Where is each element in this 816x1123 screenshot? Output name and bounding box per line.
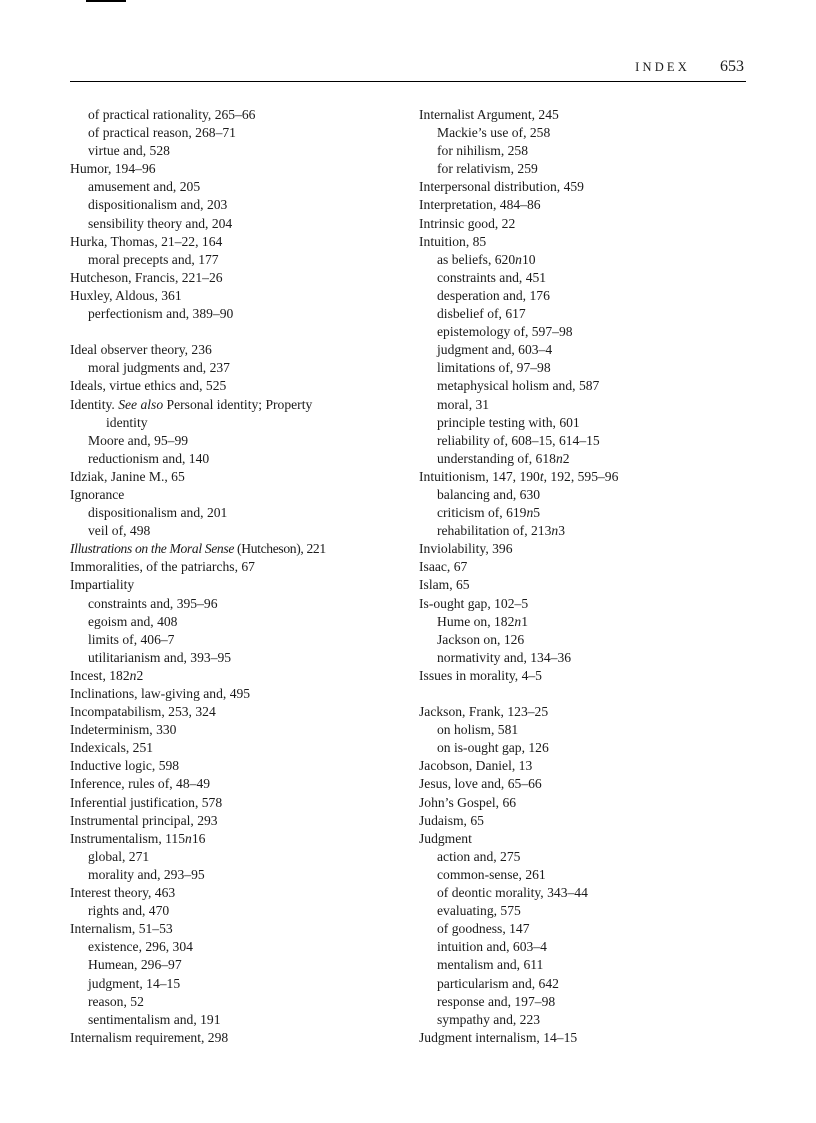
italic-text: n [185, 830, 192, 846]
index-entry: Idziak, Janine M., 65 [70, 468, 185, 484]
italic-text: n [129, 667, 137, 683]
index-subentry: response and, 197–98 [437, 993, 556, 1009]
index-subentry: reliability of, 608–15, 614–15 [437, 432, 600, 448]
index-entry: Islam, 65 [419, 577, 470, 593]
index-subentry: virtue and, 528 [88, 143, 170, 159]
entry-text: (Hutcheson), 221 [234, 541, 326, 557]
index-entry: Inductive logic, 598 [70, 758, 180, 774]
index-entry: Internalism, 51–53 [70, 921, 173, 937]
entry-text: Intuitionism, 147, 190 [419, 468, 540, 484]
index-entry: Judgment [419, 830, 472, 846]
index-entry-continuation: identity [106, 414, 148, 430]
index-subentry [419, 504, 749, 522]
index-subentry: dispositionalism and, 201 [88, 505, 228, 521]
index-entry: Issues in morality, 4–5 [419, 667, 542, 683]
index-subentry: of practical reason, 268–71 [88, 125, 236, 141]
index-subentry: normativity and, 134–36 [437, 649, 572, 665]
index-entry: Inferential justification, 578 [70, 794, 223, 810]
top-crop-mark [86, 0, 126, 2]
entry-text: Instrumentalism, 115 [70, 830, 186, 846]
index-subentry [419, 522, 749, 540]
index-entry: Impartiality [70, 577, 135, 593]
index-subentry: perfectionism and, 389–90 [88, 306, 234, 322]
index-entry: Ideals, virtue ethics and, 525 [70, 378, 227, 394]
italic-text: t [539, 468, 544, 484]
entry-text: 3 [558, 523, 565, 539]
index-entry: Interest theory, 463 [70, 885, 176, 901]
index-entry [70, 830, 400, 848]
index-subentry: balancing and, 630 [437, 486, 541, 502]
italic-text: See also [118, 396, 164, 412]
index-entry: Inclinations, law-giving and, 495 [70, 686, 251, 701]
entry-text: 10 [521, 251, 536, 267]
entry-text: understanding of, 618 [437, 450, 556, 466]
index-entry: Ignorance [70, 486, 125, 502]
index-subentry: sentimentalism and, 191 [88, 1011, 221, 1027]
index-subentry: constraints and, 451 [437, 269, 547, 285]
index-subentry: judgment, 14–15 [88, 975, 181, 991]
letter-group-gap [419, 685, 749, 703]
index-subentry: Mackie’s use of, 258 [437, 125, 551, 141]
index-entry: Jesus, love and, 65–66 [419, 776, 542, 792]
index-subentry: on holism, 581 [437, 722, 519, 738]
index-subentry: sensibility theory and, 204 [88, 215, 233, 231]
index-subentry: moral, 31 [437, 396, 490, 412]
italic-text: n [551, 523, 559, 539]
index-subentry: evaluating, 575 [437, 903, 521, 919]
index-entry: Isaac, 67 [419, 559, 468, 575]
entry-text: as beliefs, 620 [437, 251, 516, 267]
entry-text: 16 [191, 830, 206, 846]
index-subentry: moral judgments and, 237 [88, 360, 230, 376]
index-subentry: veil of, 498 [88, 523, 151, 539]
index-subentry [419, 450, 749, 468]
entry-text: Identity. [70, 396, 119, 412]
index-subentry: of deontic morality, 343–44 [437, 885, 588, 901]
index-entry: Inference, rules of, 48–49 [70, 776, 211, 792]
index-entry: John’s Gospel, 66 [419, 794, 517, 810]
italic-text: n [526, 505, 534, 521]
entry-text: 5 [533, 505, 541, 521]
index-entry: Hurka, Thomas, 21–22, 164 [70, 233, 223, 249]
index-entry: Huxley, Aldous, 361 [70, 287, 182, 303]
index-entry: Judgment internalism, 14–15 [419, 1029, 578, 1045]
index-subentry: reason, 52 [88, 993, 144, 1009]
index-subentry: for nihilism, 258 [437, 143, 529, 159]
running-head [635, 58, 744, 76]
index-entry: Interpersonal distribution, 459 [419, 179, 584, 195]
index-entry: Jackson, Frank, 123–25 [419, 704, 549, 720]
index-subentry: global, 271 [88, 848, 150, 864]
index-subentry: morality and, 293–95 [88, 866, 205, 882]
index-entry: Intrinsic good, 22 [419, 215, 516, 231]
index-subentry: epistemology of, 597–98 [437, 324, 573, 340]
italic-text: n [515, 251, 522, 267]
index-entry [70, 540, 400, 558]
index-entry: Indexicals, 251 [70, 740, 154, 756]
index-subentry: judgment and, 603–4 [437, 342, 553, 358]
section-label: INDEX [635, 60, 690, 74]
index-entry: Interpretation, 484–86 [419, 197, 541, 213]
index-subentry: principle testing with, 601 [437, 414, 580, 430]
index-entry: Immoralities, of the patriarchs, 67 [70, 559, 255, 575]
index-column-right [419, 106, 749, 1047]
italic-text: n [514, 613, 522, 629]
index-entry [419, 468, 749, 486]
index-subentry: metaphysical holism and, 587 [437, 378, 600, 394]
index-subentry: existence, 296, 304 [88, 939, 193, 955]
index-subentry: rights and, 470 [88, 903, 170, 919]
entry-text: Personal identity; Property [163, 396, 313, 412]
index-subentry: mentalism and, 611 [437, 957, 544, 973]
entry-text: rehabilitation of, 213 [437, 523, 552, 539]
index-subentry: constraints and, 395–96 [88, 595, 218, 611]
index-entry: Judaism, 65 [419, 812, 484, 828]
index-subentry: common-sense, 261 [437, 866, 546, 882]
entry-text: 2 [136, 667, 144, 683]
index-entry: Incompatabilism, 253, 324 [70, 704, 216, 720]
entry-text: , 192, 595–96 [543, 468, 619, 484]
index-subentry: limits of, 406–7 [88, 631, 175, 647]
index-subentry: dispositionalism and, 203 [88, 197, 228, 213]
index-subentry: of practical rationality, 265–66 [88, 107, 256, 122]
index-entry: Intuition, 85 [419, 233, 487, 249]
index-column-left [70, 106, 400, 1047]
index-subentry: limitations of, 97–98 [437, 360, 551, 376]
index-subentry: action and, 275 [437, 848, 521, 864]
index-subentry: Jackson on, 126 [437, 631, 525, 647]
index-entry: Humor, 194–96 [70, 161, 156, 177]
italic-text: Illustrations on the Moral Sense [70, 541, 234, 557]
index-entry: Internalism requirement, 298 [70, 1029, 229, 1045]
index-subentry: Humean, 296–97 [88, 957, 182, 973]
index-entry: Jacobson, Daniel, 13 [419, 758, 533, 774]
index-subentry: egoism and, 408 [88, 613, 178, 629]
entry-text: Hume on, 182 [437, 613, 515, 629]
page-number: 653 [720, 58, 744, 75]
index-subentry: intuition and, 603–4 [437, 939, 547, 955]
index-entry: Internalist Argument, 245 [419, 107, 559, 122]
entry-text: criticism of, 619 [437, 505, 527, 521]
index-entry: Inviolability, 396 [419, 541, 513, 557]
letter-group-gap [70, 323, 400, 341]
index-subentry [419, 251, 749, 269]
index-subentry: particularism and, 642 [437, 975, 559, 991]
index-entry: Instrumental principal, 293 [70, 812, 218, 828]
italic-text: n [555, 450, 563, 466]
index-entry: Ideal observer theory, 236 [70, 342, 212, 358]
index-subentry: moral precepts and, 177 [88, 251, 219, 267]
index-subentry: sympathy and, 223 [437, 1011, 541, 1027]
index-subentry: amusement and, 205 [88, 179, 201, 195]
index-subentry: disbelief of, 617 [437, 306, 526, 322]
index-entry: Hutcheson, Francis, 221–26 [70, 269, 223, 285]
header-rule [70, 81, 746, 82]
index-subentry: desperation and, 176 [437, 287, 550, 303]
index-subentry: utilitarianism and, 393–95 [88, 649, 232, 665]
index-entry [70, 667, 400, 685]
entry-text: Incest, 182 [70, 667, 130, 683]
entry-text: 1 [521, 613, 528, 629]
index-subentry [419, 613, 749, 631]
index-entry [70, 396, 400, 414]
index-subentry: for relativism, 259 [437, 161, 538, 177]
index-entry: Indeterminism, 330 [70, 722, 177, 738]
entry-text: 2 [562, 450, 570, 466]
index-entry: Is-ought gap, 102–5 [419, 595, 529, 611]
index-subentry: on is-ought gap, 126 [437, 740, 549, 756]
index-subentry: of goodness, 147 [437, 921, 530, 937]
index-subentry: reductionism and, 140 [88, 450, 210, 466]
index-subentry: Moore and, 95–99 [88, 432, 189, 448]
